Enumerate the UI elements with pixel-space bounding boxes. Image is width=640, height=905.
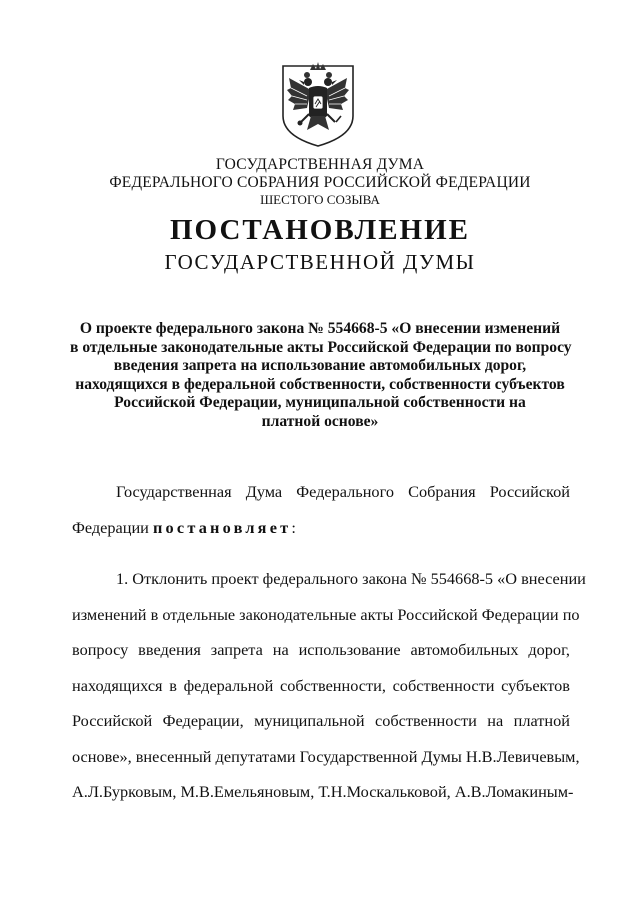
title-line: Российской Федерации, муниципальной собственности на: [114, 394, 526, 411]
preamble-decree-word: постановляет: [152, 517, 292, 537]
resolution-title: [70, 320, 570, 431]
item-1-line: 1. Отклонить проект федерального закона № 554668-5 «О внесении: [116, 569, 586, 588]
title-line: О проекте федерального закона № 554668-5 «О внесении изменений: [79, 320, 561, 337]
preamble-line: [72, 510, 570, 546]
document-type-title: ПОСТАНОВЛЕНИЕ: [169, 214, 470, 246]
item-1-line: изменений в отдельные законодательные акты Российской Федерации по: [72, 604, 580, 624]
item-1-line: Российской Федерации, муниципальной собственности на платной: [72, 711, 570, 730]
title-line: находящихся в федеральной собственности, собственности субъектов: [75, 375, 565, 393]
item-1-line: находящихся в федеральной собственности, собственности субъектов: [72, 675, 570, 695]
header-line-federal-assembly: ФЕДЕРАЛЬНОГО СОБРАНИЯ РОССИЙСКОЙ ФЕДЕРАЦИИ: [109, 174, 531, 191]
item-1-line: А.Л.Бурковым, М.В.Емельяновым, Т.Н.Москальковой, А.В.Ломакиным-: [72, 782, 574, 801]
russian-coat-of-arms-icon: [277, 58, 359, 148]
preamble-colon: :: [291, 517, 296, 537]
item-1-line: основе», внесенный депутатами Государственной Думы Н.В.Левичевым,: [72, 746, 580, 766]
item-1-paragraph: [72, 561, 586, 810]
item-1-line: вопросу введения запрета на использование автомобильных дорог,: [72, 640, 570, 659]
preamble-paragraph: [72, 474, 570, 545]
preamble-text: Федерации: [72, 517, 149, 537]
document-type-subtitle: ГОСУДАРСТВЕННОЙ ДУМЫ: [164, 250, 476, 274]
preamble-line: Государственная Дума Федерального Собрания Российской: [116, 482, 570, 501]
header-line-convocation: ШЕСТОГО СОЗЫВА: [260, 192, 380, 207]
title-line: введения запрета на использование автомобильных дорог,: [113, 357, 527, 374]
header-line-duma: ГОСУДАРСТВЕННАЯ ДУМА: [215, 156, 425, 173]
title-line: платной основе»: [261, 412, 379, 430]
title-line: в отдельные законодательные акты Российской Федерации по вопросу: [70, 338, 572, 356]
